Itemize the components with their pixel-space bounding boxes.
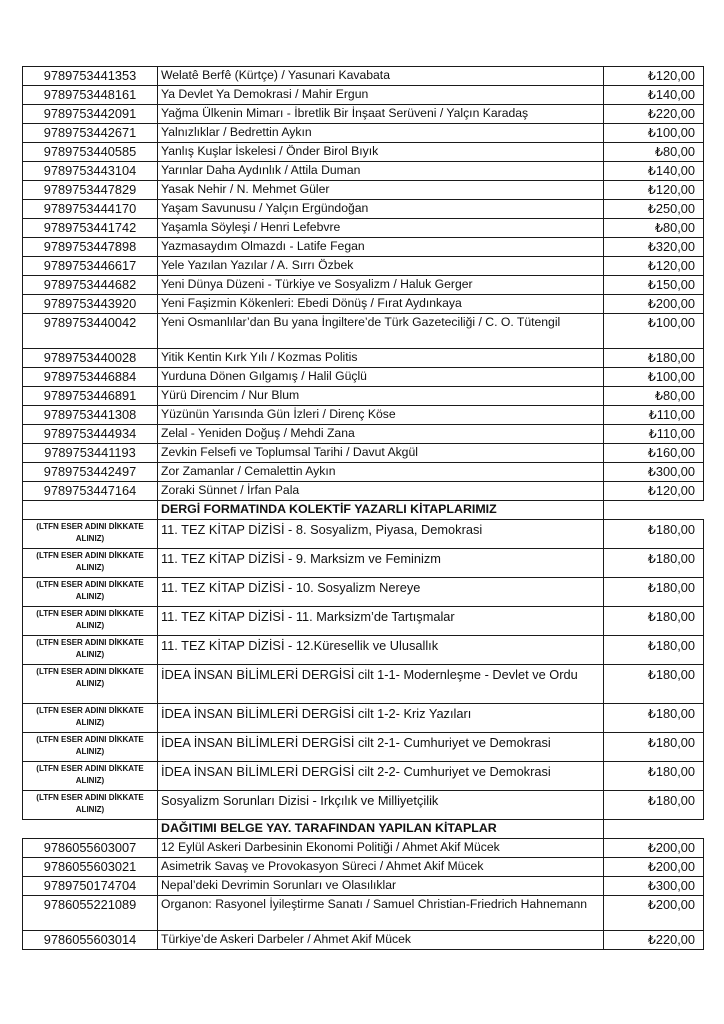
price-cell: ₺320,00: [604, 238, 704, 257]
isbn-cell: 9789753441193: [23, 444, 158, 463]
title-cell: Zevkin Felsefi ve Toplumsal Tarihi / Davut Akgül: [158, 444, 604, 463]
isbn-cell: 9789753443104: [23, 162, 158, 181]
title-cell: Yarınlar Daha Aydınlık / Attila Duman: [158, 162, 604, 181]
title-cell: Yalnızlıklar / Bedrettin Aykın: [158, 124, 604, 143]
price-cell: ₺180,00: [604, 636, 704, 665]
price-cell: ₺180,00: [604, 762, 704, 791]
price-cell: ₺120,00: [604, 482, 704, 501]
price-cell: ₺120,00: [604, 257, 704, 276]
isbn-note-cell: (LTFN ESER ADINI DİKKATE ALINIZ): [23, 636, 158, 665]
table-row: [23, 463, 704, 482]
table-row: [23, 733, 704, 762]
table-row: [23, 858, 704, 877]
title-cell: 12 Eylül Askeri Darbesinin Ekonomi Politiği / Ahmet Akif Mücek: [158, 839, 604, 858]
price-cell: ₺80,00: [604, 143, 704, 162]
price-cell: ₺250,00: [604, 200, 704, 219]
table-row: [23, 368, 704, 387]
price-cell: ₺120,00: [604, 181, 704, 200]
title-cell: Yasak Nehir / N. Mehmet Güler: [158, 181, 604, 200]
table-row: [23, 704, 704, 733]
section-title: DAĞITIMI BELGE YAY. TARAFINDAN YAPILAN KİTAPLAR: [158, 820, 604, 839]
price-cell: ₺180,00: [604, 607, 704, 636]
isbn-note-cell: (LTFN ESER ADINI DİKKATE ALINIZ): [23, 549, 158, 578]
isbn-cell: 9789753440028: [23, 349, 158, 368]
table-row: [23, 181, 704, 200]
isbn-cell: 9789753446617: [23, 257, 158, 276]
price-cell: ₺180,00: [604, 549, 704, 578]
title-cell: Zoraki Sünnet / İrfan Pala: [158, 482, 604, 501]
table-row: [23, 839, 704, 858]
title-cell: Asimetrik Savaş ve Provokasyon Süreci / Ahmet Akif Mücek: [158, 858, 604, 877]
isbn-cell: 9789753444682: [23, 276, 158, 295]
title-cell: Zelal - Yeniden Doğuş / Mehdi Zana: [158, 425, 604, 444]
price-cell: ₺180,00: [604, 665, 704, 704]
section-title: DERGİ FORMATINDA KOLEKTİF YAZARLI KİTAPLARIMIZ: [158, 501, 604, 520]
table-row: [23, 219, 704, 238]
title-cell: Yazmasaydım Olmazdı - Latife Fegan: [158, 238, 604, 257]
table-row: [23, 665, 704, 704]
blank-cell: [23, 820, 158, 839]
table-row: [23, 791, 704, 820]
price-cell: ₺140,00: [604, 86, 704, 105]
isbn-note-cell: (LTFN ESER ADINI DİKKATE ALINIZ): [23, 704, 158, 733]
blank-cell: [604, 501, 704, 520]
price-cell: ₺200,00: [604, 858, 704, 877]
price-cell: ₺180,00: [604, 704, 704, 733]
price-cell: ₺200,00: [604, 896, 704, 931]
isbn-note-cell: (LTFN ESER ADINI DİKKATE ALINIZ): [23, 607, 158, 636]
table-row: [23, 200, 704, 219]
price-cell: ₺80,00: [604, 219, 704, 238]
title-cell: 11. TEZ KİTAP DİZİSİ - 9. Marksizm ve Feminizm: [158, 549, 604, 578]
price-cell: ₺140,00: [604, 162, 704, 181]
blank-cell: [604, 820, 704, 839]
isbn-cell: 9789753442671: [23, 124, 158, 143]
book-price-table: [22, 66, 704, 950]
price-list-sheet: [22, 66, 703, 950]
blank-cell: [23, 501, 158, 520]
title-cell: Zor Zamanlar / Cemalettin Aykın: [158, 463, 604, 482]
title-cell: Yaşamla Söyleşi / Henri Lefebvre: [158, 219, 604, 238]
table-row: [23, 314, 704, 349]
title-cell: İDEA İNSAN BİLİMLERİ DERGİSİ cilt 1-1- Modernleşme - Devlet ve Ordu: [158, 665, 604, 704]
isbn-cell: 9786055603014: [23, 931, 158, 950]
table-row: [23, 444, 704, 463]
isbn-cell: 9786055603021: [23, 858, 158, 877]
isbn-cell: 9786055221089: [23, 896, 158, 931]
price-cell: ₺120,00: [604, 67, 704, 86]
table-row: [23, 425, 704, 444]
isbn-note-cell: (LTFN ESER ADINI DİKKATE ALINIZ): [23, 733, 158, 762]
table-row: [23, 257, 704, 276]
price-cell: ₺220,00: [604, 931, 704, 950]
price-cell: ₺200,00: [604, 295, 704, 314]
title-cell: 11. TEZ KİTAP DİZİSİ - 8. Sosyalizm, Piyasa, Demokrasi: [158, 520, 604, 549]
table-row: [23, 578, 704, 607]
price-cell: ₺100,00: [604, 124, 704, 143]
table-row: [23, 124, 704, 143]
price-cell: ₺80,00: [604, 387, 704, 406]
price-cell: ₺180,00: [604, 520, 704, 549]
table-row: [23, 896, 704, 931]
isbn-note-cell: (LTFN ESER ADINI DİKKATE ALINIZ): [23, 520, 158, 549]
title-cell: Welatê Berfê (Kürtçe) / Yasunari Kavabata: [158, 67, 604, 86]
price-cell: ₺180,00: [604, 733, 704, 762]
title-cell: Yurduna Dönen Gılgamış / Halil Güçlü: [158, 368, 604, 387]
isbn-cell: 9789753447829: [23, 181, 158, 200]
isbn-cell: 9789753443920: [23, 295, 158, 314]
isbn-note-cell: (LTFN ESER ADINI DİKKATE ALINIZ): [23, 665, 158, 704]
price-cell: ₺180,00: [604, 791, 704, 820]
table-row: [23, 67, 704, 86]
isbn-cell: 9789753446884: [23, 368, 158, 387]
price-cell: ₺150,00: [604, 276, 704, 295]
isbn-cell: 9789753447164: [23, 482, 158, 501]
isbn-note-cell: (LTFN ESER ADINI DİKKATE ALINIZ): [23, 791, 158, 820]
isbn-cell: 9789753440042: [23, 314, 158, 349]
title-cell: Sosyalizm Sorunları Dizisi - Irkçılık ve Milliyetçilik: [158, 791, 604, 820]
title-cell: Türkiye’de Askeri Darbeler / Ahmet Akif Mücek: [158, 931, 604, 950]
price-cell: ₺100,00: [604, 314, 704, 349]
table-row: [23, 387, 704, 406]
isbn-cell: 9789753448161: [23, 86, 158, 105]
title-cell: Yüzünün Yarısında Gün İzleri / Direnç Köse: [158, 406, 604, 425]
table-body: [23, 67, 704, 950]
table-row: [23, 549, 704, 578]
title-cell: Yaşam Savunusu / Yalçın Ergündoğan: [158, 200, 604, 219]
table-row: [23, 162, 704, 181]
isbn-cell: 9789753447898: [23, 238, 158, 257]
title-cell: Yele Yazılan Yazılar / A. Sırrı Özbek: [158, 257, 604, 276]
title-cell: Ya Devlet Ya Demokrasi / Mahir Ergun: [158, 86, 604, 105]
table-row: [23, 482, 704, 501]
table-row: [23, 349, 704, 368]
table-row: [23, 931, 704, 950]
table-row: [23, 636, 704, 665]
section-header-magazine: [23, 501, 704, 520]
title-cell: İDEA İNSAN BİLİMLERİ DERGİSİ cilt 2-1- Cumhuriyet ve Demokrasi: [158, 733, 604, 762]
price-cell: ₺180,00: [604, 578, 704, 607]
title-cell: İDEA İNSAN BİLİMLERİ DERGİSİ cilt 2-2- Cumhuriyet ve Demokrasi: [158, 762, 604, 791]
title-cell: Organon: Rasyonel İyileştirme Sanatı / Samuel Christian-Friedrich Hahnemann: [158, 896, 604, 931]
isbn-note-cell: (LTFN ESER ADINI DİKKATE ALINIZ): [23, 762, 158, 791]
price-cell: ₺200,00: [604, 839, 704, 858]
isbn-cell: 9789753444934: [23, 425, 158, 444]
isbn-cell: 9786055603007: [23, 839, 158, 858]
title-cell: Yürü Direncim / Nur Blum: [158, 387, 604, 406]
isbn-cell: 9789753441308: [23, 406, 158, 425]
isbn-cell: 9789753441742: [23, 219, 158, 238]
isbn-cell: 9789750174704: [23, 877, 158, 896]
title-cell: Yeni Dünya Düzeni - Türkiye ve Sosyalizm / Haluk Gerger: [158, 276, 604, 295]
isbn-cell: 9789753441353: [23, 67, 158, 86]
title-cell: Nepal’deki Devrimin Sorunları ve Olasılıklar: [158, 877, 604, 896]
price-cell: ₺160,00: [604, 444, 704, 463]
isbn-cell: 9789753446891: [23, 387, 158, 406]
table-row: [23, 86, 704, 105]
title-cell: Yağma Ülkenin Mimarı - İbretlik Bir İnşaat Serüveni / Yalçın Karadaş: [158, 105, 604, 124]
section-header-distribution: [23, 820, 704, 839]
table-row: [23, 238, 704, 257]
table-row: [23, 105, 704, 124]
title-cell: Yeni Osmanlılar’dan Bu yana İngiltere’de Türk Gazeteciliği / C. O. Tütengil: [158, 314, 604, 349]
table-row: [23, 276, 704, 295]
price-cell: ₺300,00: [604, 463, 704, 482]
title-cell: Yeni Faşizmin Kökenleri: Ebedi Dönüş / Fırat Aydınkaya: [158, 295, 604, 314]
table-row: [23, 877, 704, 896]
title-cell: Yanlış Kuşlar İskelesi / Önder Birol Bıyık: [158, 143, 604, 162]
isbn-cell: 9789753440585: [23, 143, 158, 162]
title-cell: 11. TEZ KİTAP DİZİSİ - 10. Sosyalizm Nereye: [158, 578, 604, 607]
isbn-cell: 9789753442091: [23, 105, 158, 124]
isbn-note-cell: (LTFN ESER ADINI DİKKATE ALINIZ): [23, 578, 158, 607]
isbn-cell: 9789753442497: [23, 463, 158, 482]
price-cell: ₺110,00: [604, 425, 704, 444]
price-cell: ₺100,00: [604, 368, 704, 387]
title-cell: İDEA İNSAN BİLİMLERİ DERGİSİ cilt 1-2- Kriz Yazıları: [158, 704, 604, 733]
price-cell: ₺110,00: [604, 406, 704, 425]
price-cell: ₺300,00: [604, 877, 704, 896]
title-cell: 11. TEZ KİTAP DİZİSİ - 11. Marksizm’de Tartışmalar: [158, 607, 604, 636]
table-row: [23, 520, 704, 549]
table-row: [23, 295, 704, 314]
isbn-cell: 9789753444170: [23, 200, 158, 219]
price-cell: ₺180,00: [604, 349, 704, 368]
table-row: [23, 406, 704, 425]
title-cell: 11. TEZ KİTAP DİZİSİ - 12.Küresellik ve Ulusallık: [158, 636, 604, 665]
title-cell: Yitik Kentin Kırk Yılı / Kozmas Politis: [158, 349, 604, 368]
table-row: [23, 143, 704, 162]
table-row: [23, 607, 704, 636]
price-cell: ₺220,00: [604, 105, 704, 124]
table-row: [23, 762, 704, 791]
